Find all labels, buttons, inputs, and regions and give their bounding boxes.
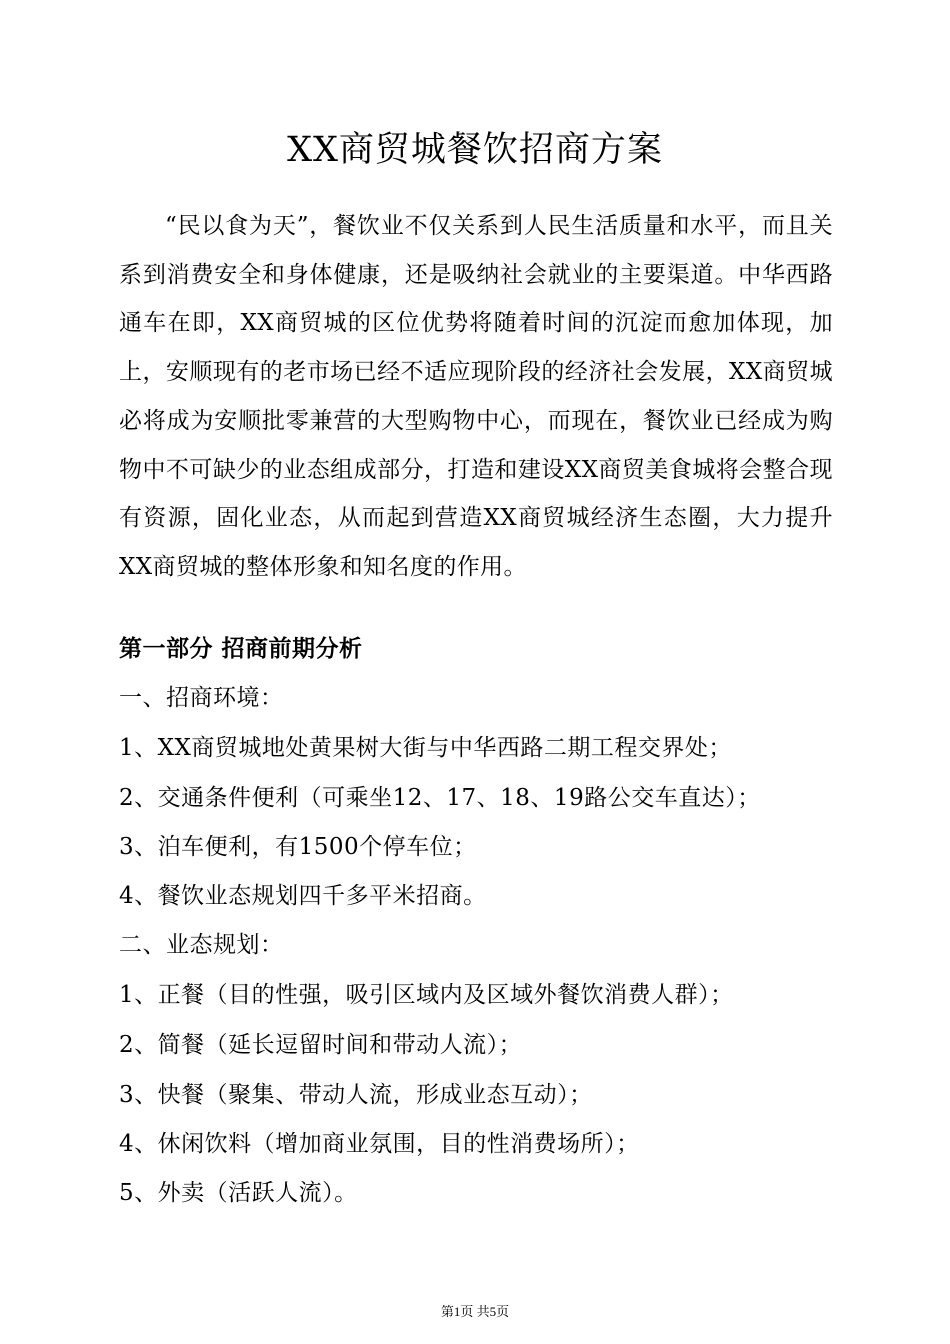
plan-item-5: 5、外卖（活跃人流）。 — [119, 1180, 358, 1206]
env-heading: 一、招商环境： — [119, 685, 284, 711]
env-item-2: 2、交通条件便利（可乘坐12、17、18、19路公交车直达）； — [119, 785, 761, 811]
plan-item-2: 2、简餐（延长逗留时间和带动人流）； — [119, 1032, 523, 1058]
intro-paragraph: “民以食为天”，餐饮业不仅关系到人民生活质量和水平，而且关系到消费安全和身体健康，还是吸纳社会就业的主要渠道。中华西路通车在即，XX商贸城的区位优势将随着时间的沉淀而愈加体现，加上，安顺现有的老市场已经不适应现阶段的经济社会发展，XX商贸城必将成为安顺批零兼营的大型购物中心，而现在，餐饮业已经成为购物中不可缺少的业态组成部分，打造和建设XX商贸美食城将会整合现有资源，固化业态，从而起到营造XX商贸城经济生态圈，大力提升XX商贸城的整体形象和知名度的作用。 — [119, 213, 833, 580]
env-item-1: 1、XX商贸城地处黄果树大街与中华西路二期工程交界处； — [119, 735, 732, 761]
section-heading-part1: 第一部分 招商前期分析 — [119, 636, 363, 662]
document-title: XX商贸城餐饮招商方案 — [287, 130, 663, 170]
plan-item-3: 3、快餐（聚集、带动人流，形成业态互动）； — [119, 1082, 593, 1108]
plan-item-4: 4、休闲饮料（增加商业氛围，目的性消费场所）； — [119, 1131, 640, 1157]
env-item-4: 4、餐饮业态规划四千多平米招商。 — [119, 883, 487, 909]
plan-item-1: 1、正餐（目的性强，吸引区域内及区域外餐饮消费人群）； — [119, 982, 734, 1008]
plan-heading: 二、业态规划： — [119, 932, 284, 958]
page-footer: 第1页 共5页 — [440, 1304, 510, 1319]
env-item-3: 3、泊车便利，有1500个停车位； — [119, 834, 477, 860]
